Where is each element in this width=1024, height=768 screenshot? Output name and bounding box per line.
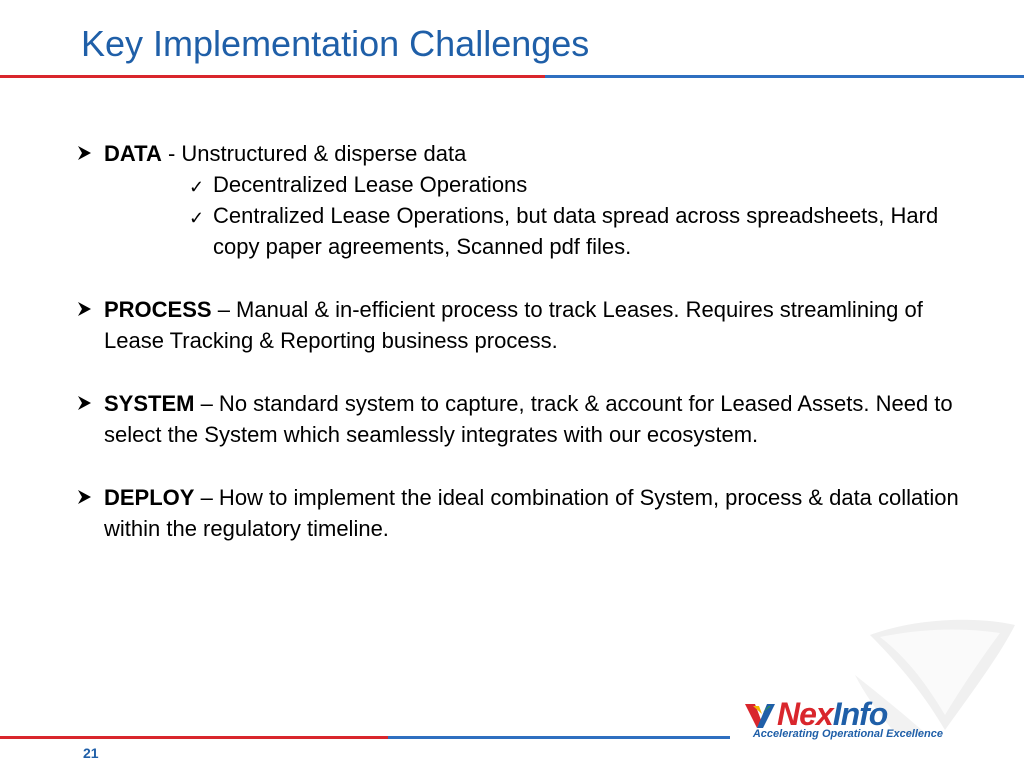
bullet-data bbox=[76, 138, 976, 262]
bullet-lead: PROCESS bbox=[104, 297, 212, 322]
checkmark-icon: ✓ bbox=[189, 208, 205, 228]
checkmark-icon: ✓ bbox=[189, 177, 205, 197]
slide-title: Key Implementation Challenges bbox=[81, 23, 590, 64]
arrow-bullet-icon bbox=[76, 488, 94, 506]
bullet-lead: DEPLOY bbox=[104, 485, 195, 510]
logo-tagline: Accelerating Operational Excellence bbox=[752, 728, 943, 740]
logo-info: Info bbox=[832, 696, 888, 732]
bullet-system bbox=[76, 388, 976, 450]
arrow-bullet-icon bbox=[76, 144, 94, 162]
top-rule-blue bbox=[545, 75, 1024, 78]
nexinfo-mark-icon bbox=[743, 700, 777, 730]
sub-bullet-list bbox=[104, 169, 976, 262]
bullet-lead: DATA bbox=[104, 141, 162, 166]
page-number: 21 bbox=[83, 745, 99, 761]
sub-bullet-text: Decentralized Lease Operations bbox=[213, 172, 528, 197]
bullet-text: - Unstructured & disperse data bbox=[161, 141, 467, 166]
bullet-lead: SYSTEM bbox=[104, 391, 195, 416]
sub-bullet-item bbox=[104, 200, 976, 262]
top-rule-red bbox=[0, 75, 545, 78]
bullet-text: – How to implement the ideal combination of System, process & data collation within the regulatory timeline. bbox=[104, 485, 959, 541]
sub-bullet-text: Centralized Lease Operations, but data spread across spreadsheets, Hard copy paper agreements, Scanned pdf files. bbox=[213, 203, 939, 259]
bottom-rule-blue bbox=[388, 736, 730, 739]
bullet-list bbox=[76, 138, 976, 544]
bottom-rule-red bbox=[0, 736, 388, 739]
bullet-text: – No standard system to capture, track & account for Leased Assets. Need to select the System which seamlessly integrates with our ecosystem. bbox=[104, 391, 953, 447]
arrow-bullet-icon bbox=[76, 394, 94, 412]
bullet-text: – Manual & in-efficient process to track Leases. Requires streamlining of Lease Tracking & Reporting business process. bbox=[104, 297, 923, 353]
logo-nex: Nex bbox=[777, 696, 833, 732]
sub-bullet-item bbox=[104, 169, 976, 200]
nexinfo-logo bbox=[743, 697, 943, 745]
bullet-process bbox=[76, 294, 976, 356]
arrow-bullet-icon bbox=[76, 300, 94, 318]
bullet-deploy bbox=[76, 482, 976, 544]
